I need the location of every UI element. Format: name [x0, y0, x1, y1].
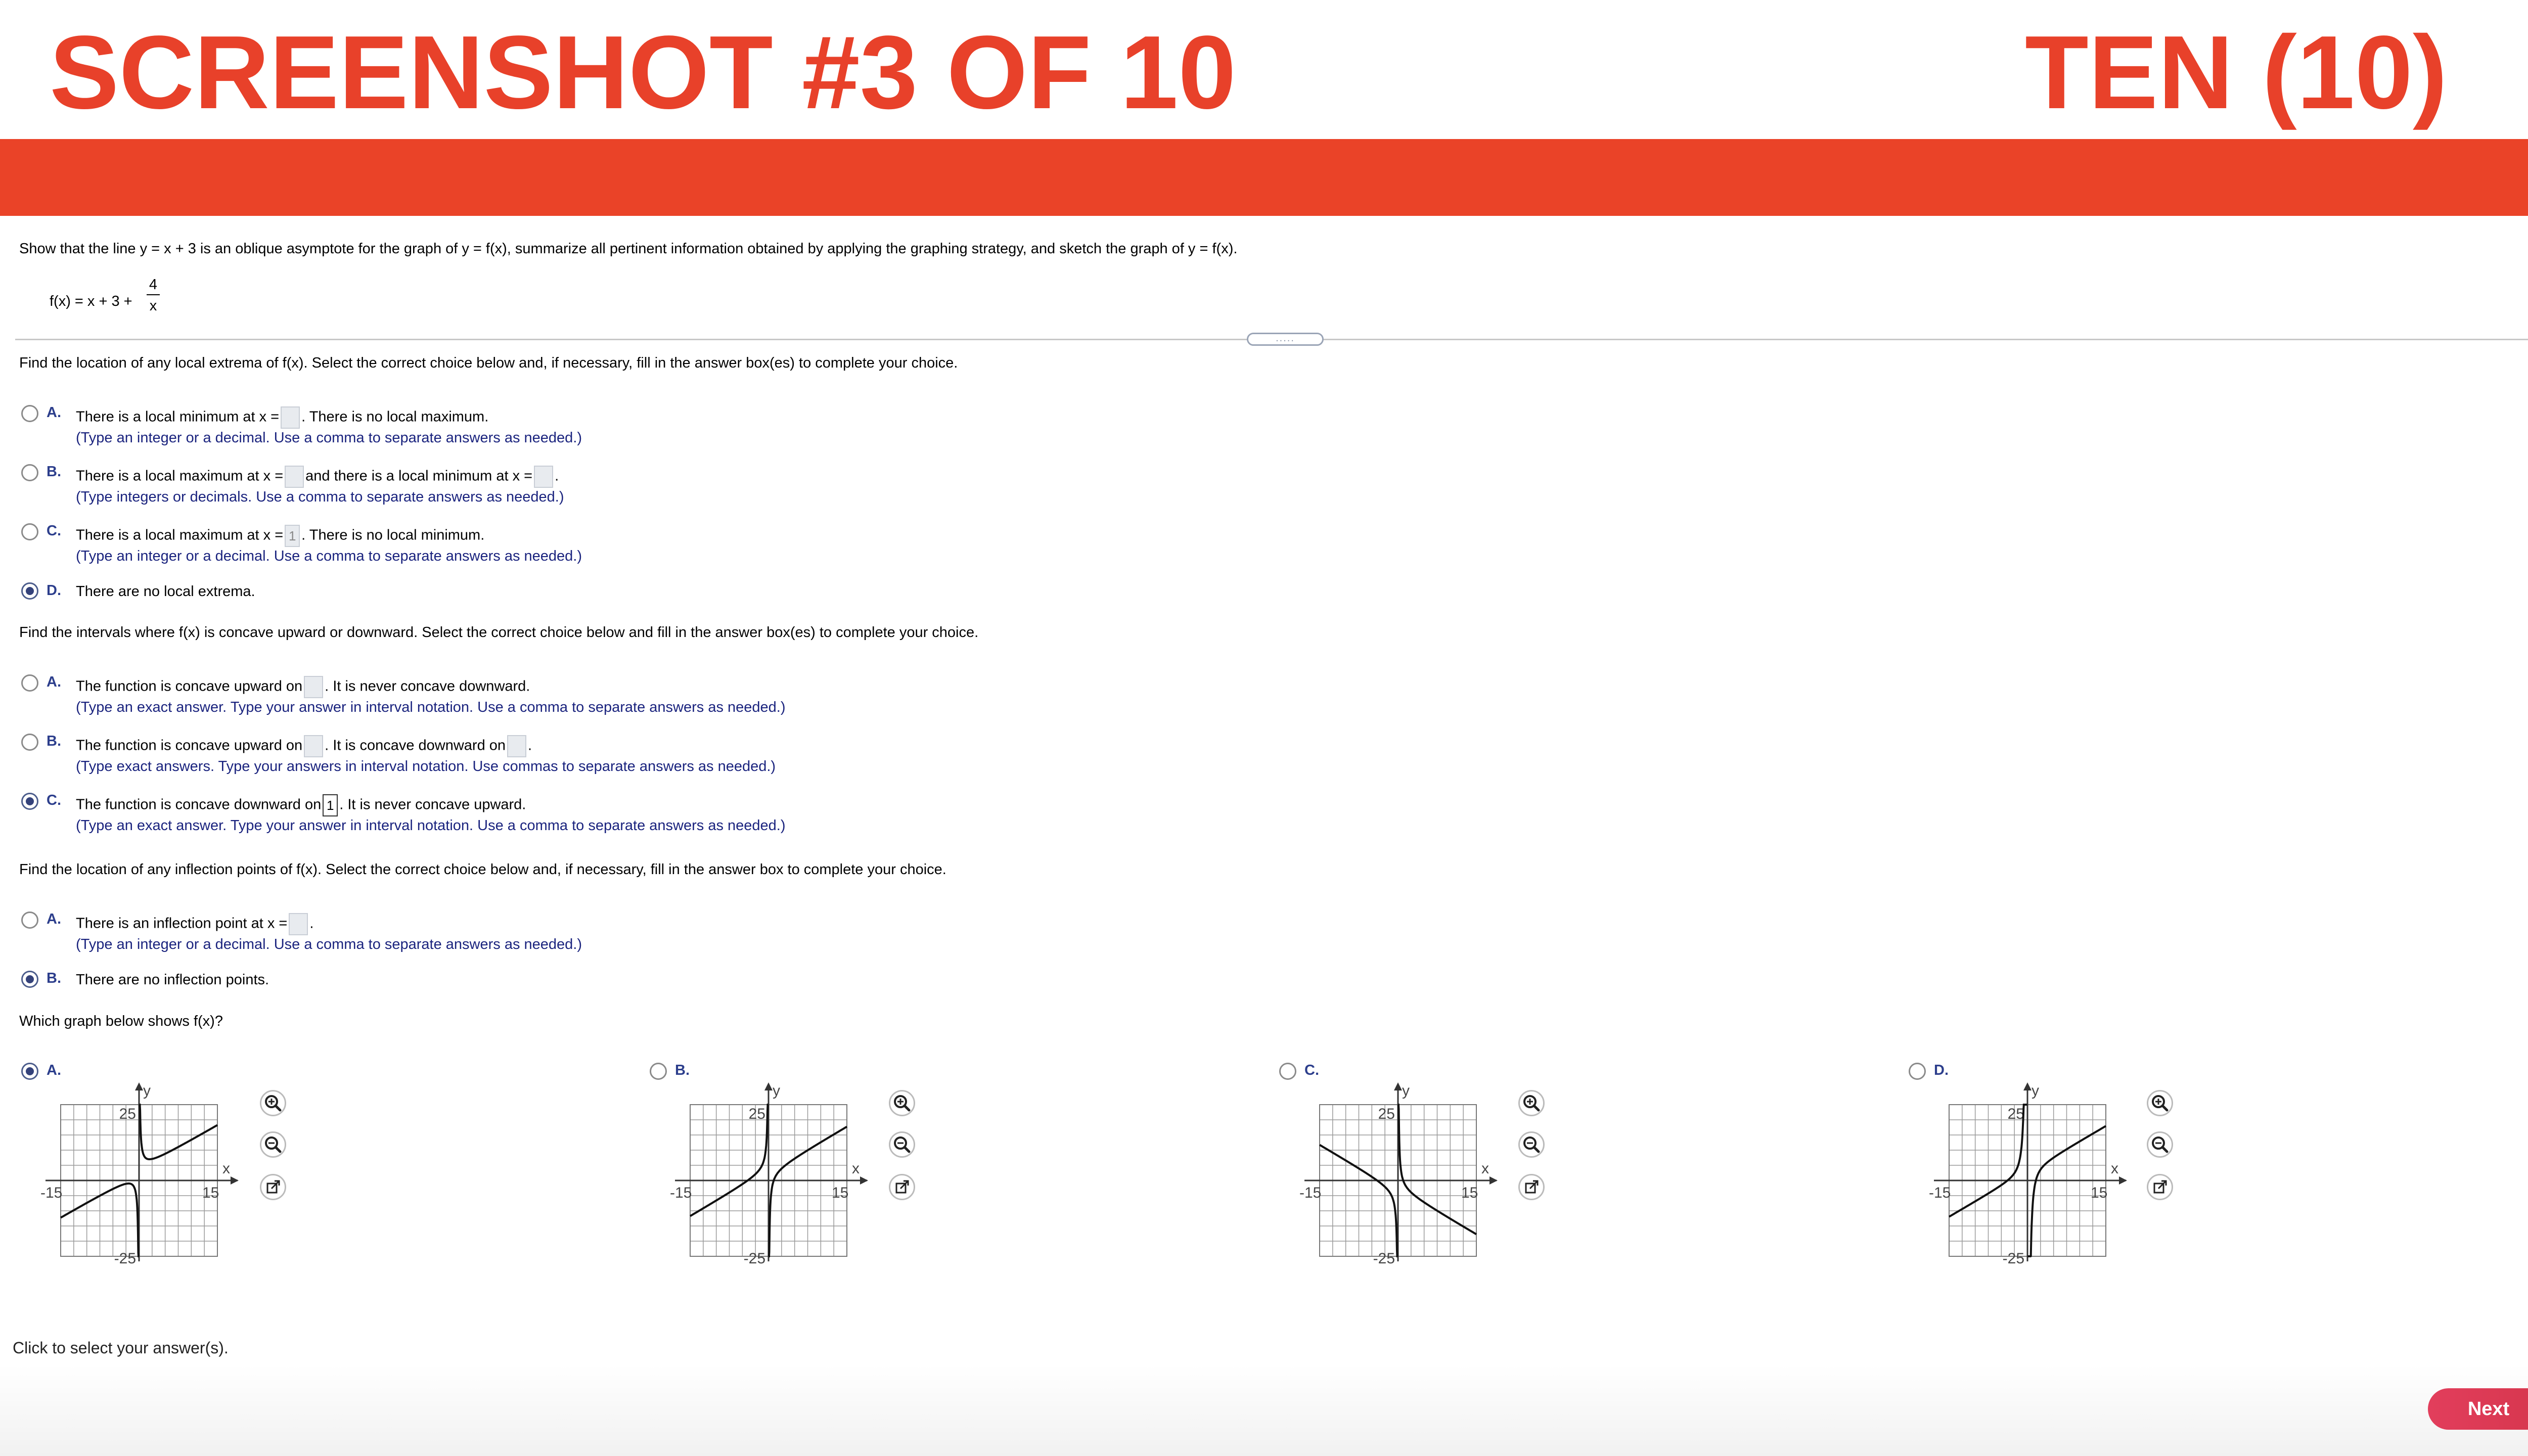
zoom-out-icon [890, 1133, 914, 1156]
click-to-select-instruction: Click to select your answer(s). [13, 1339, 229, 1357]
graph-a-popout-button[interactable] [260, 1174, 286, 1200]
graph-option-b[interactable] [670, 1077, 860, 1279]
y-max-tick-label: 25 [748, 1106, 765, 1122]
q4-option-b-radio[interactable] [650, 1063, 667, 1080]
q1-option-a-radio[interactable] [21, 405, 38, 422]
q1-a-answer-box[interactable] [281, 406, 300, 429]
zoom-out-icon [261, 1133, 285, 1156]
external-link-icon [890, 1175, 914, 1199]
q3-option-a-hint: (Type an integer or a decimal. Use a comma to separate answers as needed.) [76, 936, 582, 952]
y-axis-arrow [135, 1082, 143, 1090]
q2-option-a-text [76, 676, 530, 698]
banner-title-right: TEN (10) [2025, 14, 2448, 130]
zoom-out-icon [2148, 1133, 2172, 1156]
q4-option-a-letter: A. [47, 1062, 61, 1078]
q4-prompt: Which graph below shows f(x)? [19, 1013, 223, 1029]
q1-option-b-text2: and there is a local minimum at x = [305, 468, 533, 484]
y-max-tick-label: 25 [2007, 1106, 2024, 1122]
q1-option-a-hint: (Type an integer or a decimal. Use a comma to separate answers as needed.) [76, 430, 582, 446]
fraction-numerator: 4 [149, 277, 158, 293]
q4-option-d-radio[interactable] [1909, 1063, 1926, 1080]
problem-statement: Show that the line y = x + 3 is an oblique asymptote for the graph of y = f(x), summarize all pertinent information obtained by applying the graphing strategy, and sketch the graph of y = f(x). [19, 241, 1238, 257]
q1-option-d-letter: D. [47, 582, 61, 599]
y-axis-label: y [143, 1082, 151, 1099]
q2-a-answer-box[interactable] [304, 676, 323, 698]
zoom-in-icon [2148, 1091, 2172, 1115]
q1-option-b-hint: (Type integers or decimals. Use a comma to separate answers as needed.) [76, 489, 564, 505]
graph-option-d[interactable] [1929, 1077, 2118, 1279]
x-axis-label: x [2111, 1160, 2118, 1177]
q3-option-a-radio[interactable] [21, 912, 38, 929]
q1-b-answer-box-max[interactable] [285, 466, 304, 488]
q2-option-a-radio[interactable] [21, 674, 38, 692]
graph-b-zoom-in-button[interactable] [889, 1090, 915, 1116]
fraction-denominator: x [149, 298, 157, 314]
q3-option-a-text1: There is an inflection point at x = [76, 915, 288, 932]
y-axis-arrow [1394, 1082, 1402, 1090]
y-axis-arrow [2023, 1082, 2032, 1090]
q4-option-a-radio[interactable] [21, 1063, 38, 1080]
y-max-tick-label: 25 [119, 1106, 136, 1122]
q1-b-answer-box-min[interactable] [534, 466, 553, 488]
graph-d-popout-button[interactable] [2147, 1174, 2173, 1200]
q1-option-a-text [76, 406, 488, 429]
q2-option-c-text [76, 794, 526, 816]
q1-option-a-text1: There is a local minimum at x = [76, 408, 280, 425]
q2-option-b-text2: . It is concave downward on [325, 737, 506, 754]
y-min-tick-label: -25 [1373, 1250, 1395, 1267]
q1-option-c-hint: (Type an integer or a decimal. Use a comma to separate answers as needed.) [76, 548, 582, 564]
q1-option-b-radio[interactable] [21, 464, 38, 481]
zoom-in-icon [261, 1091, 285, 1115]
x-min-tick-label: -15 [670, 1185, 692, 1201]
y-min-tick-label: -25 [114, 1250, 136, 1267]
q1-option-b-letter: B. [47, 464, 61, 480]
external-link-icon [2148, 1175, 2172, 1199]
graph-d-zoom-in-button[interactable] [2147, 1090, 2173, 1116]
q3-option-b-radio[interactable] [21, 971, 38, 988]
q3-prompt: Find the location of any inflection points of f(x). Select the correct choice below and, if necessary, fill in the answer box to complete your choice. [19, 861, 946, 878]
x-min-tick-label: -15 [40, 1185, 63, 1201]
graph-option-c[interactable] [1299, 1077, 1489, 1279]
x-axis-label: x [222, 1160, 230, 1177]
q1-option-b-text3: . [555, 468, 559, 484]
q1-option-d-text: There are no local extrema. [76, 583, 255, 600]
external-link-icon [1520, 1175, 1543, 1199]
q2-c-answer-box[interactable]: 1 [323, 794, 338, 816]
q2-option-c-text1: The function is concave downward on [76, 796, 322, 813]
x-max-tick-label: 15 [832, 1185, 849, 1201]
x-max-tick-label: 15 [202, 1185, 219, 1201]
q1-option-c-text [76, 525, 484, 547]
q2-b-answer-box-up[interactable] [304, 735, 323, 757]
q2-option-a-letter: A. [47, 674, 61, 690]
q1-option-a-text2: . There is no local maximum. [301, 408, 489, 425]
pane-divider-handle[interactable]: ..... [1247, 333, 1324, 346]
graph-a-zoom-in-button[interactable] [260, 1090, 286, 1116]
graph-a-zoom-out-button[interactable] [260, 1131, 286, 1158]
q1-prompt: Find the location of any local extrema of f(x). Select the correct choice below and, if necessary, fill in the answer box(es) to complete your choice. [19, 355, 958, 371]
graph-b-popout-button[interactable] [889, 1174, 915, 1200]
q2-option-c-hint: (Type an exact answer. Type your answer in interval notation. Use a comma to separate answers as needed.) [76, 817, 786, 834]
question-content [0, 222, 2528, 1456]
q2-option-b-text1: The function is concave upward on [76, 737, 303, 754]
graph-c-zoom-in-button[interactable] [1518, 1090, 1545, 1116]
q2-option-b-text3: . [528, 737, 532, 754]
x-min-tick-label: -15 [1299, 1185, 1322, 1201]
q2-option-b-letter: B. [47, 733, 61, 749]
graph-c-zoom-out-button[interactable] [1518, 1131, 1545, 1158]
x-min-tick-label: -15 [1929, 1185, 1951, 1201]
q1-option-a-letter: A. [47, 404, 61, 421]
q1-c-answer-box[interactable]: 1 [285, 525, 300, 547]
graph-b-zoom-out-button[interactable] [889, 1131, 915, 1158]
next-button[interactable]: Next [2428, 1388, 2528, 1430]
q2-option-b-radio[interactable] [21, 734, 38, 751]
external-link-icon [261, 1175, 285, 1199]
q2-option-b-hint: (Type exact answers. Type your answers in interval notation. Use commas to separate answers as needed.) [76, 758, 776, 775]
banner [0, 0, 2528, 136]
q3-option-a-letter: A. [47, 911, 61, 927]
y-axis-label: y [773, 1082, 780, 1099]
q1-option-c-radio[interactable] [21, 523, 38, 540]
q3-option-a-text [76, 913, 313, 935]
q1-option-c-text2: . There is no local minimum. [301, 527, 485, 543]
graph-option-a[interactable] [40, 1077, 230, 1279]
y-axis-label: y [2032, 1082, 2039, 1099]
function-fraction [147, 276, 160, 314]
q1-option-c-text1: There is a local maximum at x = [76, 527, 284, 543]
q2-option-c-letter: C. [47, 792, 61, 808]
graph-c-popout-button[interactable] [1518, 1174, 1545, 1200]
q2-b-answer-box-down[interactable] [507, 735, 526, 757]
q2-option-c-radio[interactable] [21, 793, 38, 810]
q3-option-b-letter: B. [47, 970, 61, 986]
q4-option-c-radio[interactable] [1279, 1063, 1296, 1080]
zoom-in-icon [890, 1091, 914, 1115]
x-axis-label: x [852, 1160, 860, 1177]
fraction-bar [147, 294, 160, 295]
banner-title-left: SCREENSHOT #3 OF 10 [50, 14, 1236, 130]
x-max-tick-label: 15 [1461, 1185, 1478, 1201]
y-axis-arrow [764, 1082, 773, 1090]
q2-option-b-text [76, 735, 532, 757]
y-min-tick-label: -25 [2002, 1250, 2024, 1267]
q2-option-a-hint: (Type an exact answer. Type your answer in interval notation. Use a comma to separate answers as needed.) [76, 699, 786, 715]
q4-option-d-letter: D. [1934, 1062, 1949, 1078]
graph-d-zoom-out-button[interactable] [2147, 1131, 2173, 1158]
q2-option-a-text2: . It is never concave downward. [325, 678, 530, 695]
zoom-in-icon [1520, 1091, 1543, 1115]
y-axis-label: y [1402, 1082, 1410, 1099]
q1-option-c-letter: C. [47, 523, 61, 539]
q2-option-c-text2: . It is never concave upward. [339, 796, 526, 813]
banner-red-bar [0, 139, 2528, 216]
function-label: f(x) = x + 3 + [50, 293, 132, 309]
q1-option-b-text [76, 466, 559, 488]
q2-option-a-text1: The function is concave upward on [76, 678, 303, 695]
y-min-tick-label: -25 [743, 1250, 765, 1267]
q4-option-c-letter: C. [1304, 1062, 1319, 1078]
y-max-tick-label: 25 [1378, 1106, 1395, 1122]
q3-a-answer-box[interactable] [289, 913, 308, 935]
q1-option-d-radio[interactable] [21, 582, 38, 600]
footer-bar [0, 1365, 2528, 1456]
zoom-out-icon [1520, 1133, 1543, 1156]
q3-option-b-text: There are no inflection points. [76, 972, 269, 988]
q2-prompt: Find the intervals where f(x) is concave upward or downward. Select the correct choice below and fill in the answer box(es) to complete your choice. [19, 624, 979, 641]
x-max-tick-label: 15 [2091, 1185, 2108, 1201]
x-axis-label: x [1481, 1160, 1489, 1177]
q4-option-b-letter: B. [675, 1062, 690, 1078]
q3-option-a-text2: . [309, 915, 314, 932]
q1-option-b-text1: There is a local maximum at x = [76, 468, 284, 484]
